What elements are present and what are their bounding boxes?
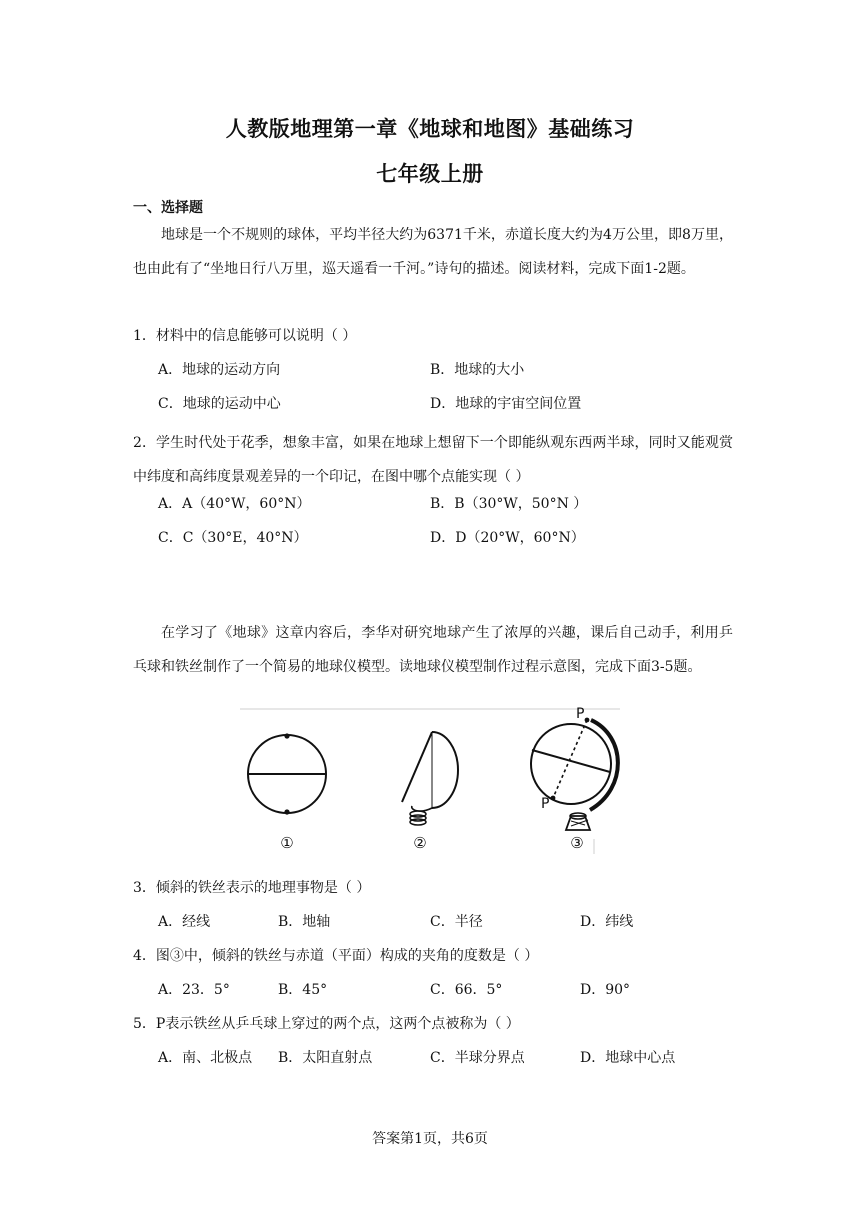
question-3-option-d[interactable]: D．纬线: [580, 914, 634, 930]
page-footer: 答案第1页，共6页: [372, 1131, 488, 1147]
question-2-option-c[interactable]: C．C（30°E，40°N）: [158, 530, 308, 546]
stand-hatch-2: [571, 820, 588, 826]
earth-axis: [553, 720, 587, 798]
question-4-option-a[interactable]: A．23．5°: [158, 982, 230, 998]
tilted-wire: [402, 732, 432, 802]
question-4-option-b[interactable]: B．45°: [278, 982, 328, 998]
globe-model-diagram: [240, 706, 620, 854]
reading-passage-2: 在学习了《地球》这章内容后，李华对研究地球产生了浓厚的兴趣，课后自己动手，利用乒乓球和铁丝制作了一个简易的地球仪模型。读地球仪模型制作过程示意图，完成下面3-5题。: [133, 625, 733, 675]
question-1-stem: 1．材料中的信息能够可以说明（ ）: [133, 328, 357, 344]
page-subtitle: 七年级上册: [376, 162, 484, 186]
question-1-option-b[interactable]: B．地球的大小: [430, 362, 525, 378]
question-5-option-a[interactable]: A．南、北极点: [158, 1050, 253, 1066]
question-2-option-d[interactable]: D．D（20°W，60°N）: [430, 530, 585, 546]
figure-label-3: ③: [570, 834, 584, 852]
globe-outline: [531, 724, 611, 804]
question-5-option-c[interactable]: C．半球分界点: [430, 1050, 525, 1066]
question-1-option-c[interactable]: C．地球的运动中心: [158, 396, 281, 412]
spring-arm: [412, 806, 432, 811]
question-4-option-c[interactable]: C．66．5°: [430, 982, 503, 998]
question-1-option-d[interactable]: D．地球的宇宙空间位置: [430, 396, 582, 412]
south-pole-dot: [551, 796, 556, 801]
question-4-option-d[interactable]: D．90°: [580, 982, 631, 998]
north-pole-dot: [585, 718, 590, 723]
globe-equator: [532, 750, 610, 772]
question-5-option-d[interactable]: D．地球中心点: [580, 1050, 676, 1066]
figure-label-2: ②: [413, 834, 427, 852]
question-2-stem: 2．学生时代处于花季，想象丰富，如果在地球上想留下一个即能纵观东西两半球，同时又能观赏中纬度和高纬度景观差异的一个印记，在图中哪个点能实现（ ）: [133, 435, 733, 485]
question-5-stem: 5．P表示铁丝从乒乓球上穿过的两个点，这两个点被称为（ ）: [133, 1016, 520, 1032]
half-ball-arc: [432, 732, 458, 808]
step-2-half-ball: [402, 732, 458, 825]
question-3-option-b[interactable]: B．地轴: [278, 914, 331, 930]
question-5-option-b[interactable]: B．太阳直射点: [278, 1050, 373, 1066]
spring-coil-3: [410, 819, 426, 825]
question-2-option-b[interactable]: B．B（30°W，50°N ）: [430, 496, 588, 512]
top-dot: [284, 733, 289, 738]
question-4-stem: 4．图③中，倾斜的铁丝与赤道（平面）构成的夹角的度数是（ ）: [133, 948, 539, 964]
question-1-option-a[interactable]: A．地球的运动方向: [158, 362, 281, 378]
point-label-top: P: [576, 706, 585, 722]
section-heading: 一、选择题: [133, 200, 203, 216]
step-1-ball: [248, 733, 326, 814]
question-3-stem: 3．倾斜的铁丝表示的地理事物是（ ）: [133, 880, 371, 896]
bottom-dot: [284, 809, 289, 814]
question-3-option-c[interactable]: C．半径: [430, 914, 483, 930]
question-2-option-a[interactable]: A．A（40°W，60°N）: [158, 496, 311, 512]
question-3-option-a[interactable]: A．经线: [158, 914, 211, 930]
figure-label-1: ①: [280, 834, 294, 852]
step-3-globe: [531, 706, 618, 830]
globe-model-figure: [240, 706, 620, 854]
page-title: 人教版地理第一章《地球和地图》基础练习: [225, 117, 635, 141]
point-label-bottom: P: [541, 796, 550, 812]
reading-passage-1: 地球是一个不规则的球体，平均半径大约为6371千米，赤道长度大约为4万公里，即8万里，也由此有了“坐地日行八万里，巡天遥看一千河。”诗句的描述。阅读材料，完成下面1-2题。: [133, 227, 733, 277]
